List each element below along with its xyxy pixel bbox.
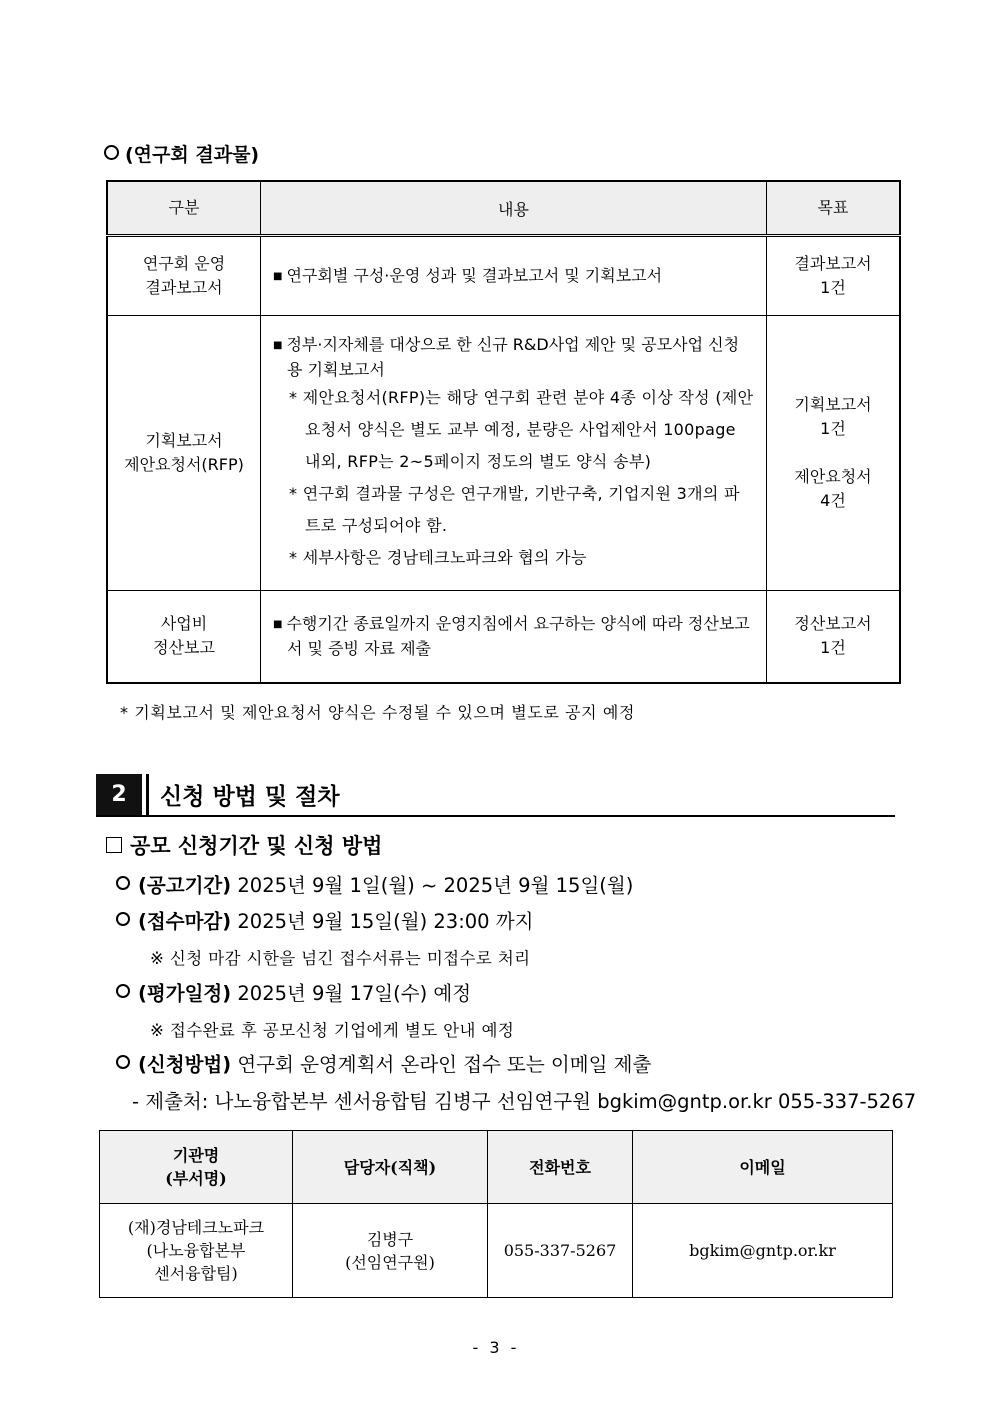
- section-title: 신청 방법 및 절차: [160, 784, 340, 810]
- contact-org: (재)경남테크노파크 (나노융합본부 센서융합팀): [100, 1204, 293, 1298]
- schedule-item: (공고기간) 2025년 9월 1일(월) ~ 2025년 9월 15일(월): [116, 870, 633, 898]
- schedule-item: (접수마감) 2025년 9월 15일(월) 23:00 까지: [116, 906, 533, 934]
- table-row: [107, 236, 900, 316]
- contact-person: 김병구 (선임연구원): [293, 1204, 488, 1298]
- schedule-item: (평가일정) 2025년 9월 17일(수) 예정: [116, 978, 471, 1006]
- bullet-item: ■ 수행기간 종료일까지 운영지침에서 요구하는 양식에 따라 정산보고서 및 증빙 자료 제출: [273, 612, 754, 661]
- header-person: 담당자(직책): [293, 1131, 488, 1204]
- header-content: 내용: [261, 181, 767, 236]
- section-underline: [96, 815, 895, 817]
- header-category: 구분: [107, 181, 261, 236]
- row-category: 연구회 운영 결과보고서: [107, 236, 261, 316]
- circle-bullet-icon: [116, 876, 130, 890]
- header-org: 기관명 (부서명): [100, 1131, 293, 1204]
- circle-bullet-icon: [104, 145, 119, 160]
- results-table-header: [107, 181, 900, 236]
- reference-note: ※ 신청 마감 시한을 넘긴 접수서류는 미접수로 처리: [150, 949, 531, 968]
- header-email: 이메일: [633, 1131, 893, 1204]
- schedule-item: (신청방법) 연구회 운영계획서 온라인 접수 또는 이메일 제출: [116, 1049, 651, 1077]
- contact-table: [99, 1130, 893, 1298]
- subheading: 공모 신청기간 및 신청 방법: [106, 830, 382, 860]
- row-content: [261, 236, 767, 316]
- contact-table-header: [100, 1131, 893, 1204]
- table-row: [100, 1204, 893, 1298]
- row-target: 결과보고서 1건: [767, 236, 901, 316]
- results-table: [106, 180, 901, 684]
- contact-email[interactable]: bgkim@gntp.or.kr: [633, 1204, 893, 1298]
- row-target: 정산보고서 1건: [767, 591, 901, 683]
- row-category: 기획보고서 제안요청서(RFP): [107, 316, 261, 591]
- results-footnote: * 기획보고서 및 제안요청서 양식은 수정될 수 있으며 별도로 공지 예정: [120, 703, 636, 722]
- circle-bullet-icon: [116, 984, 130, 998]
- circle-bullet-icon: [116, 1055, 130, 1069]
- row-target: 기획보고서 1건 제안요청서 4건: [767, 316, 901, 591]
- results-heading: (연구회 결과물): [104, 140, 259, 167]
- row-category: 사업비 정산보고: [107, 591, 261, 683]
- note-item: * 제안요청서(RFP)는 해당 연구회 관련 분야 4종 이상 작성 (제안요청서 양식은 별도 교부 예정, 분량은 사업제안서 100page 내외, RFP는 2~5페이지 정도의 별도 양식 송부): [289, 387, 754, 471]
- circle-bullet-icon: [116, 912, 130, 926]
- header-phone: 전화번호: [488, 1131, 633, 1204]
- submit-destination: - 제출처: 나노융합본부 센서융합팀 김병구 선임연구원 bgkim@gntp.or.kr 055-337-5267: [132, 1090, 917, 1113]
- row-content: [261, 591, 767, 683]
- header-target: 목표: [767, 181, 901, 236]
- contact-phone: 055-337-5267: [488, 1204, 633, 1298]
- bullet-item: ■ 정부·지자체를 대상으로 한 신규 R&D사업 제안 및 공모사업 신청용 기획보고서: [273, 333, 754, 382]
- page-number: - 3 -: [472, 1338, 520, 1357]
- row-content: [261, 316, 767, 591]
- square-bullet-icon: [106, 837, 122, 853]
- table-row: [107, 316, 900, 591]
- note-item: * 연구회 결과물 구성은 연구개발, 기반구축, 기업지원 3개의 파트로 구성되어야 함.: [289, 483, 740, 535]
- table-row: [107, 591, 900, 683]
- section-number: 2: [96, 774, 142, 816]
- section-number-divider: [146, 774, 149, 816]
- bullet-item: ■ 연구회별 구성·운영 성과 및 결과보고서 및 기획보고서: [273, 264, 754, 289]
- note-item: * 세부사항은 경남테크노파크와 협의 가능: [289, 547, 587, 567]
- reference-note: ※ 접수완료 후 공모신청 기업에게 별도 안내 예정: [150, 1021, 515, 1040]
